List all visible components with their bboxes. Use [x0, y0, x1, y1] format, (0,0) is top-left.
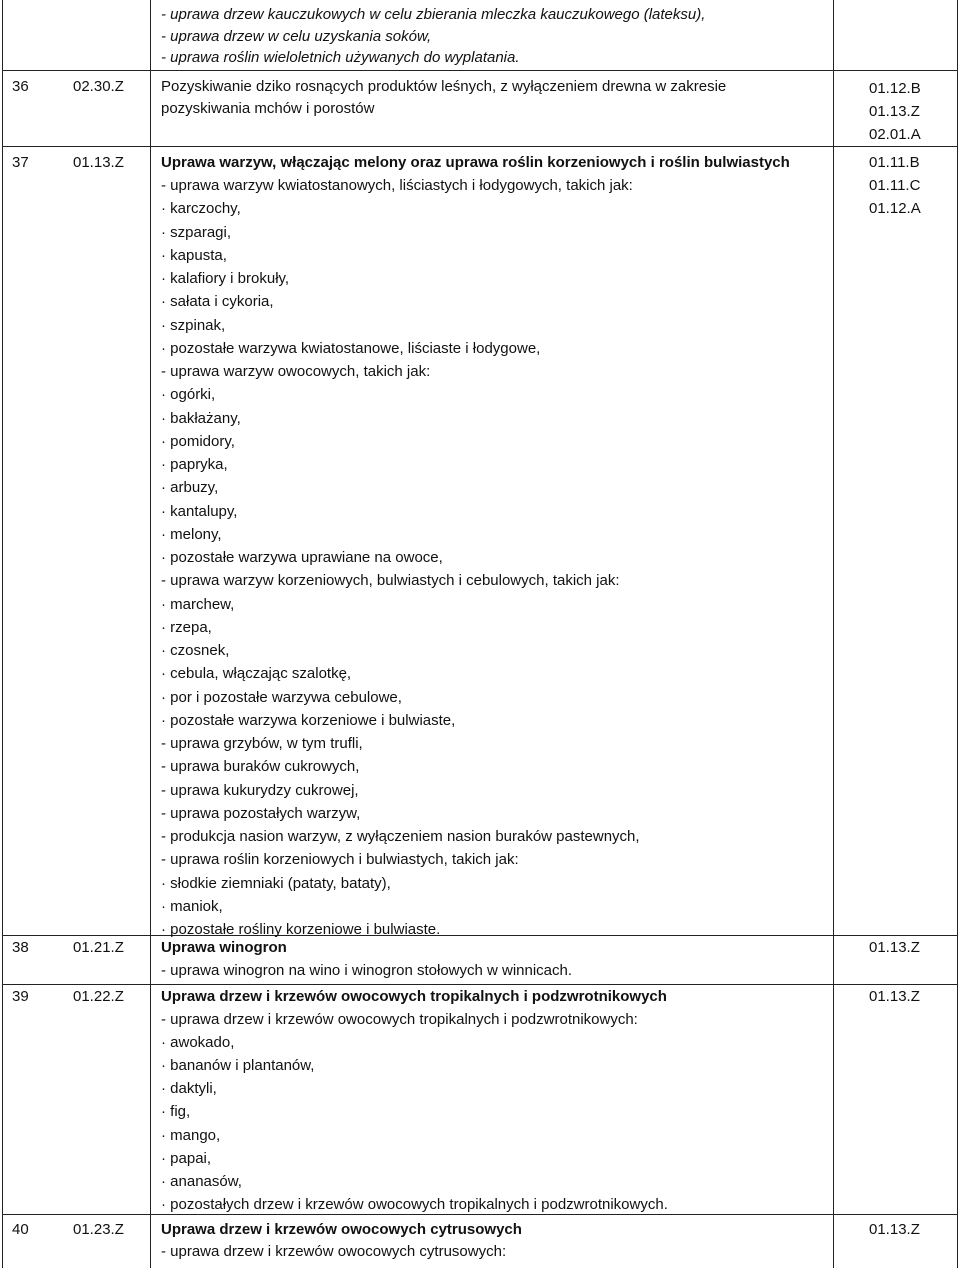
row-number: 37: [12, 154, 29, 171]
description-line: - uprawa drzew i krzewów owocowych cytrusowych:: [161, 1243, 507, 1260]
description-line: · papryka,: [161, 456, 228, 473]
row-title: Uprawa winogron: [161, 939, 287, 956]
description-line: · rzepa,: [161, 618, 212, 636]
description-line: · awokado,: [161, 1034, 235, 1052]
reference-code: 01.12.A: [869, 200, 921, 217]
pkd-code: 02.30.Z: [73, 78, 124, 95]
reference-code: 01.13.Z: [869, 939, 920, 956]
row-separator: [2, 984, 958, 985]
description-line: · ananasów,: [161, 1172, 242, 1190]
row-separator: [2, 146, 958, 147]
row-number: 39: [12, 988, 29, 1005]
table-border-left: [2, 0, 3, 1268]
description-line: · pomidory,: [161, 432, 235, 450]
description-line: - uprawa winogron na wino i winogron stołowych w winnicach.: [161, 962, 573, 979]
row-number: 38: [12, 939, 29, 956]
description-line: - uprawa drzew w celu uzyskania soków,: [161, 28, 432, 45]
reference-code: 01.12.B: [869, 80, 921, 97]
description-line: · kapusta,: [161, 246, 227, 264]
row-title: Uprawa drzew i krzewów owocowych tropikalnych i podzwrotnikowych: [161, 988, 667, 1005]
row-title: Uprawa drzew i krzewów owocowych cytrusowych: [161, 1221, 522, 1238]
description-line: · daktyli,: [161, 1080, 217, 1098]
description-line: · melony,: [161, 525, 222, 543]
reference-code: 01.11.C: [869, 177, 921, 194]
description-line: - uprawa drzew kauczukowych w celu zbierania mleczka kauczukowego (lateksu),: [161, 6, 706, 23]
description-line: - uprawa buraków cukrowych,: [161, 758, 360, 776]
reference-code: 01.11.B: [869, 154, 920, 171]
description-line: - uprawa warzyw korzeniowych, bulwiastych i cebulowych, takich jak:: [161, 572, 620, 590]
reference-code: 02.01.A: [869, 126, 921, 143]
row-number: 36: [12, 78, 29, 95]
description-line: - uprawa pozostałych warzyw,: [161, 804, 361, 822]
description-line: · ogórki,: [161, 386, 216, 404]
row-title: pozyskiwania mchów i porostów: [161, 100, 375, 117]
description-line: · karczochy,: [161, 200, 241, 218]
pkd-code: 01.21.Z: [73, 939, 124, 956]
description-line: · cebula, włączając szalotkę,: [161, 665, 352, 683]
description-line: · pozostałe warzywa uprawiane na owoce,: [161, 549, 443, 566]
description-line: - uprawa drzew i krzewów owocowych tropikalnych i podzwrotnikowych:: [161, 1011, 638, 1028]
description-line: · sałata i cykoria,: [161, 293, 274, 311]
description-line: · szpinak,: [161, 316, 226, 334]
description-line: - uprawa roślin korzeniowych i bulwiastych, takich jak:: [161, 851, 519, 869]
description-line: · maniok,: [161, 897, 223, 915]
description-line: · marchew,: [161, 595, 235, 613]
reference-code: 01.13.Z: [869, 1221, 920, 1238]
row-separator: [2, 70, 958, 71]
pkd-code: 01.23.Z: [73, 1221, 124, 1238]
pkd-code: 01.22.Z: [73, 988, 124, 1005]
description-line: · papai,: [161, 1149, 212, 1167]
table-column-divider: [150, 0, 151, 1268]
row-title: Pozyskiwanie dziko rosnących produktów leśnych, z wyłączeniem drewna w zakresie: [161, 78, 727, 95]
description-line: · fig,: [161, 1103, 191, 1121]
description-line: · bakłażany,: [161, 409, 241, 427]
description-line: - produkcja nasion warzyw, z wyłączeniem nasion buraków pastewnych,: [161, 828, 640, 845]
description-line: · szparagi,: [161, 223, 232, 241]
reference-code: 01.13.Z: [869, 103, 920, 120]
description-line: - uprawa warzyw kwiatostanowych, liściastych i łodygowych, takich jak:: [161, 177, 633, 194]
description-line: - uprawa kukurydzy cukrowej,: [161, 781, 359, 799]
row-number: 40: [12, 1221, 29, 1238]
description-line: · pozostałe rośliny korzeniowe i bulwiaste.: [161, 921, 441, 938]
description-line: · kalafiory i brokuły,: [161, 270, 290, 287]
description-line: · arbuzy,: [161, 479, 219, 497]
description-line: · pozostałe warzywa korzeniowe i bulwiaste,: [161, 711, 456, 729]
description-line: · słodkie ziemniaki (pataty, bataty),: [161, 874, 391, 892]
description-line: · mango,: [161, 1126, 221, 1144]
description-line: · por i pozostałe warzywa cebulowe,: [161, 688, 402, 706]
row-separator: [2, 935, 958, 936]
table-column-divider: [833, 0, 834, 1268]
description-line: · kantalupy,: [161, 502, 238, 520]
description-line: - uprawa warzyw owocowych, takich jak:: [161, 363, 431, 380]
description-line: · bananów i plantanów,: [161, 1057, 315, 1075]
reference-code: 01.13.Z: [869, 988, 920, 1005]
pkd-code: 01.13.Z: [73, 154, 124, 171]
description-line: - uprawa roślin wieloletnich używanych do wyplatania.: [161, 49, 520, 66]
row-separator: [2, 1214, 958, 1215]
row-title: Uprawa warzyw, włączając melony oraz uprawa roślin korzeniowych i roślin bulwiastych: [161, 154, 790, 171]
description-line: · czosnek,: [161, 642, 230, 659]
description-line: · pozostałych drzew i krzewów owocowych tropikalnych i podzwrotnikowych.: [161, 1195, 668, 1213]
description-line: - uprawa grzybów, w tym trufli,: [161, 735, 363, 752]
table-border-right: [957, 0, 958, 1268]
description-line: · pozostałe warzywa kwiatostanowe, liściaste i łodygowe,: [161, 339, 541, 357]
